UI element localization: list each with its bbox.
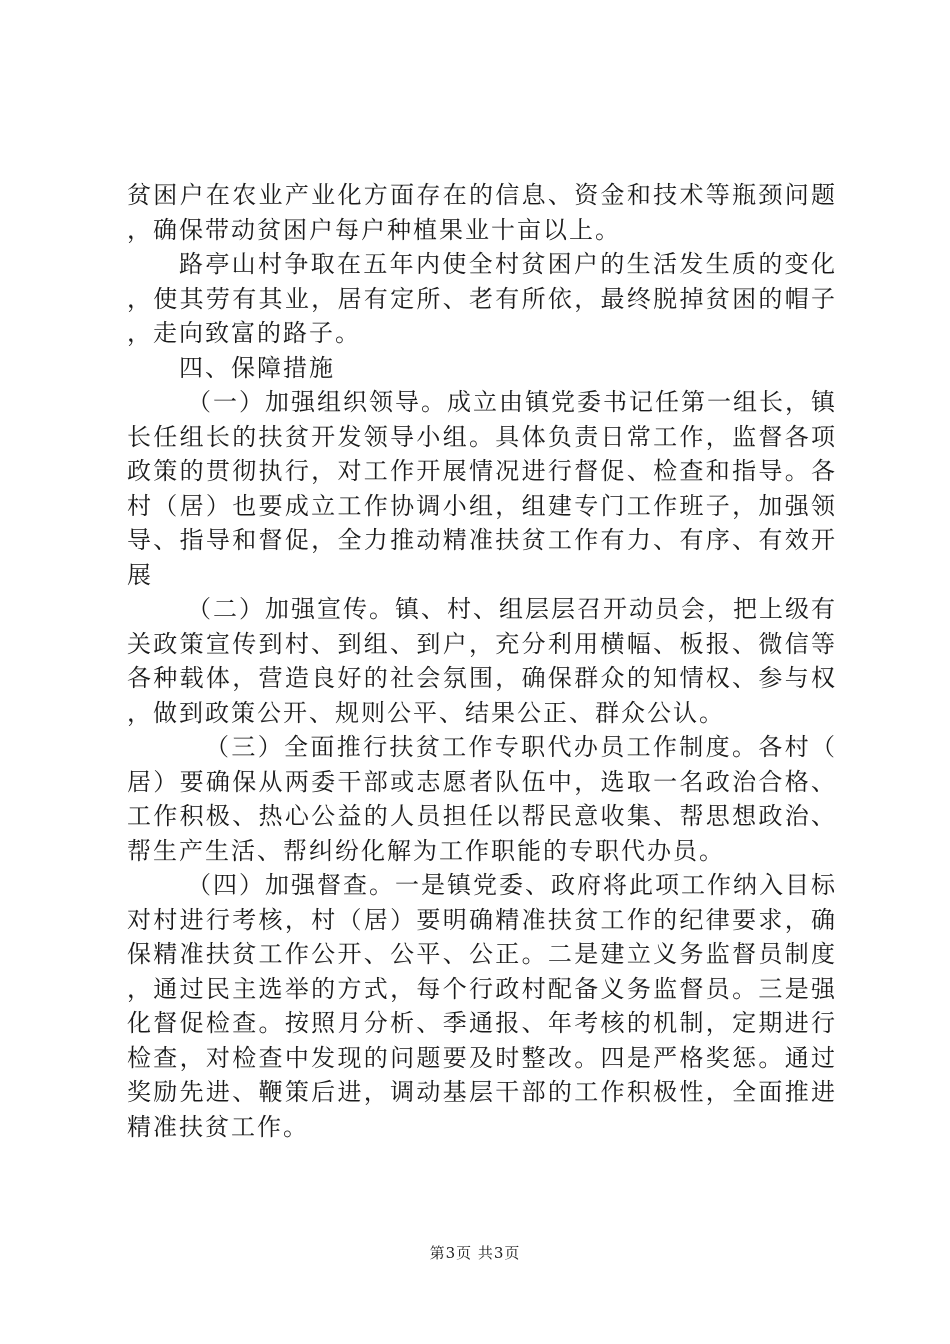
section-heading-safeguards: 四、保障措施 — [179, 353, 335, 382]
document-body — [127, 178, 837, 1144]
paragraph-agent-system: （三）全面推行扶贫工作专职代办员工作制度。各村（居）要确保从两委干部或志愿者队伍中，选取一名政治合格、工作积极、热心公益的人员担任以帮民意收集、帮思想政治、帮生产生活、帮纠纷化解为工作职能的专职代办员。 — [127, 733, 837, 865]
paragraph-publicity: （二）加强宣传。镇、村、组层层召开动员会，把上级有关政策宣传到村、到组、到户，充分利用横幅、板报、微信等各种载体，营造良好的社会氛围，确保群众的知情权、参与权，做到政策公开、规则公平、结果公正、群众公认。 — [127, 595, 837, 727]
paragraph-supervision: （四）加强督查。一是镇党委、政府将此项工作纳入目标对村进行考核，村（居）要明确精准扶贫工作的纪律要求，确保精准扶贫工作公开、公平、公正。二是建立义务监督员制度，通过民主选举的方式，每个行政村配备义务监督员。三是强化督促检查。按照月分析、季通报、年考核的机制，定期进行检查，对检查中发现的问题要及时整改。四是严格奖惩。通过奖励先进、鞭策后进，调动基层干部的工作积极性，全面推进精准扶贫工作。 — [127, 871, 837, 1141]
paragraph-goal: 路亭山村争取在五年内使全村贫困户的生活发生质的变化，使其劳有其业，居有定所、老有所依，最终脱掉贫困的帽子，走向致富的路子。 — [127, 250, 837, 347]
page-number-footer: 第3页 共3页 — [429, 1244, 521, 1262]
paragraph-organization-leadership: （一）加强组织领导。成立由镇党委书记任第一组长，镇长任组长的扶贫开发领导小组。具体负责日常工作，监督各项政策的贯彻执行，对工作开展情况进行督促、检查和指导。各村（居）也要成立工作协调小组，组建专门工作班子，加强领导、指导和督促，全力推动精准扶贫工作有力、有序、有效开展 — [127, 388, 837, 589]
paragraph-continuation: 贫困户在农业产业化方面存在的信息、资金和技术等瓶颈问题，确保带动贫困户每户种植果业十亩以上。 — [127, 181, 837, 244]
